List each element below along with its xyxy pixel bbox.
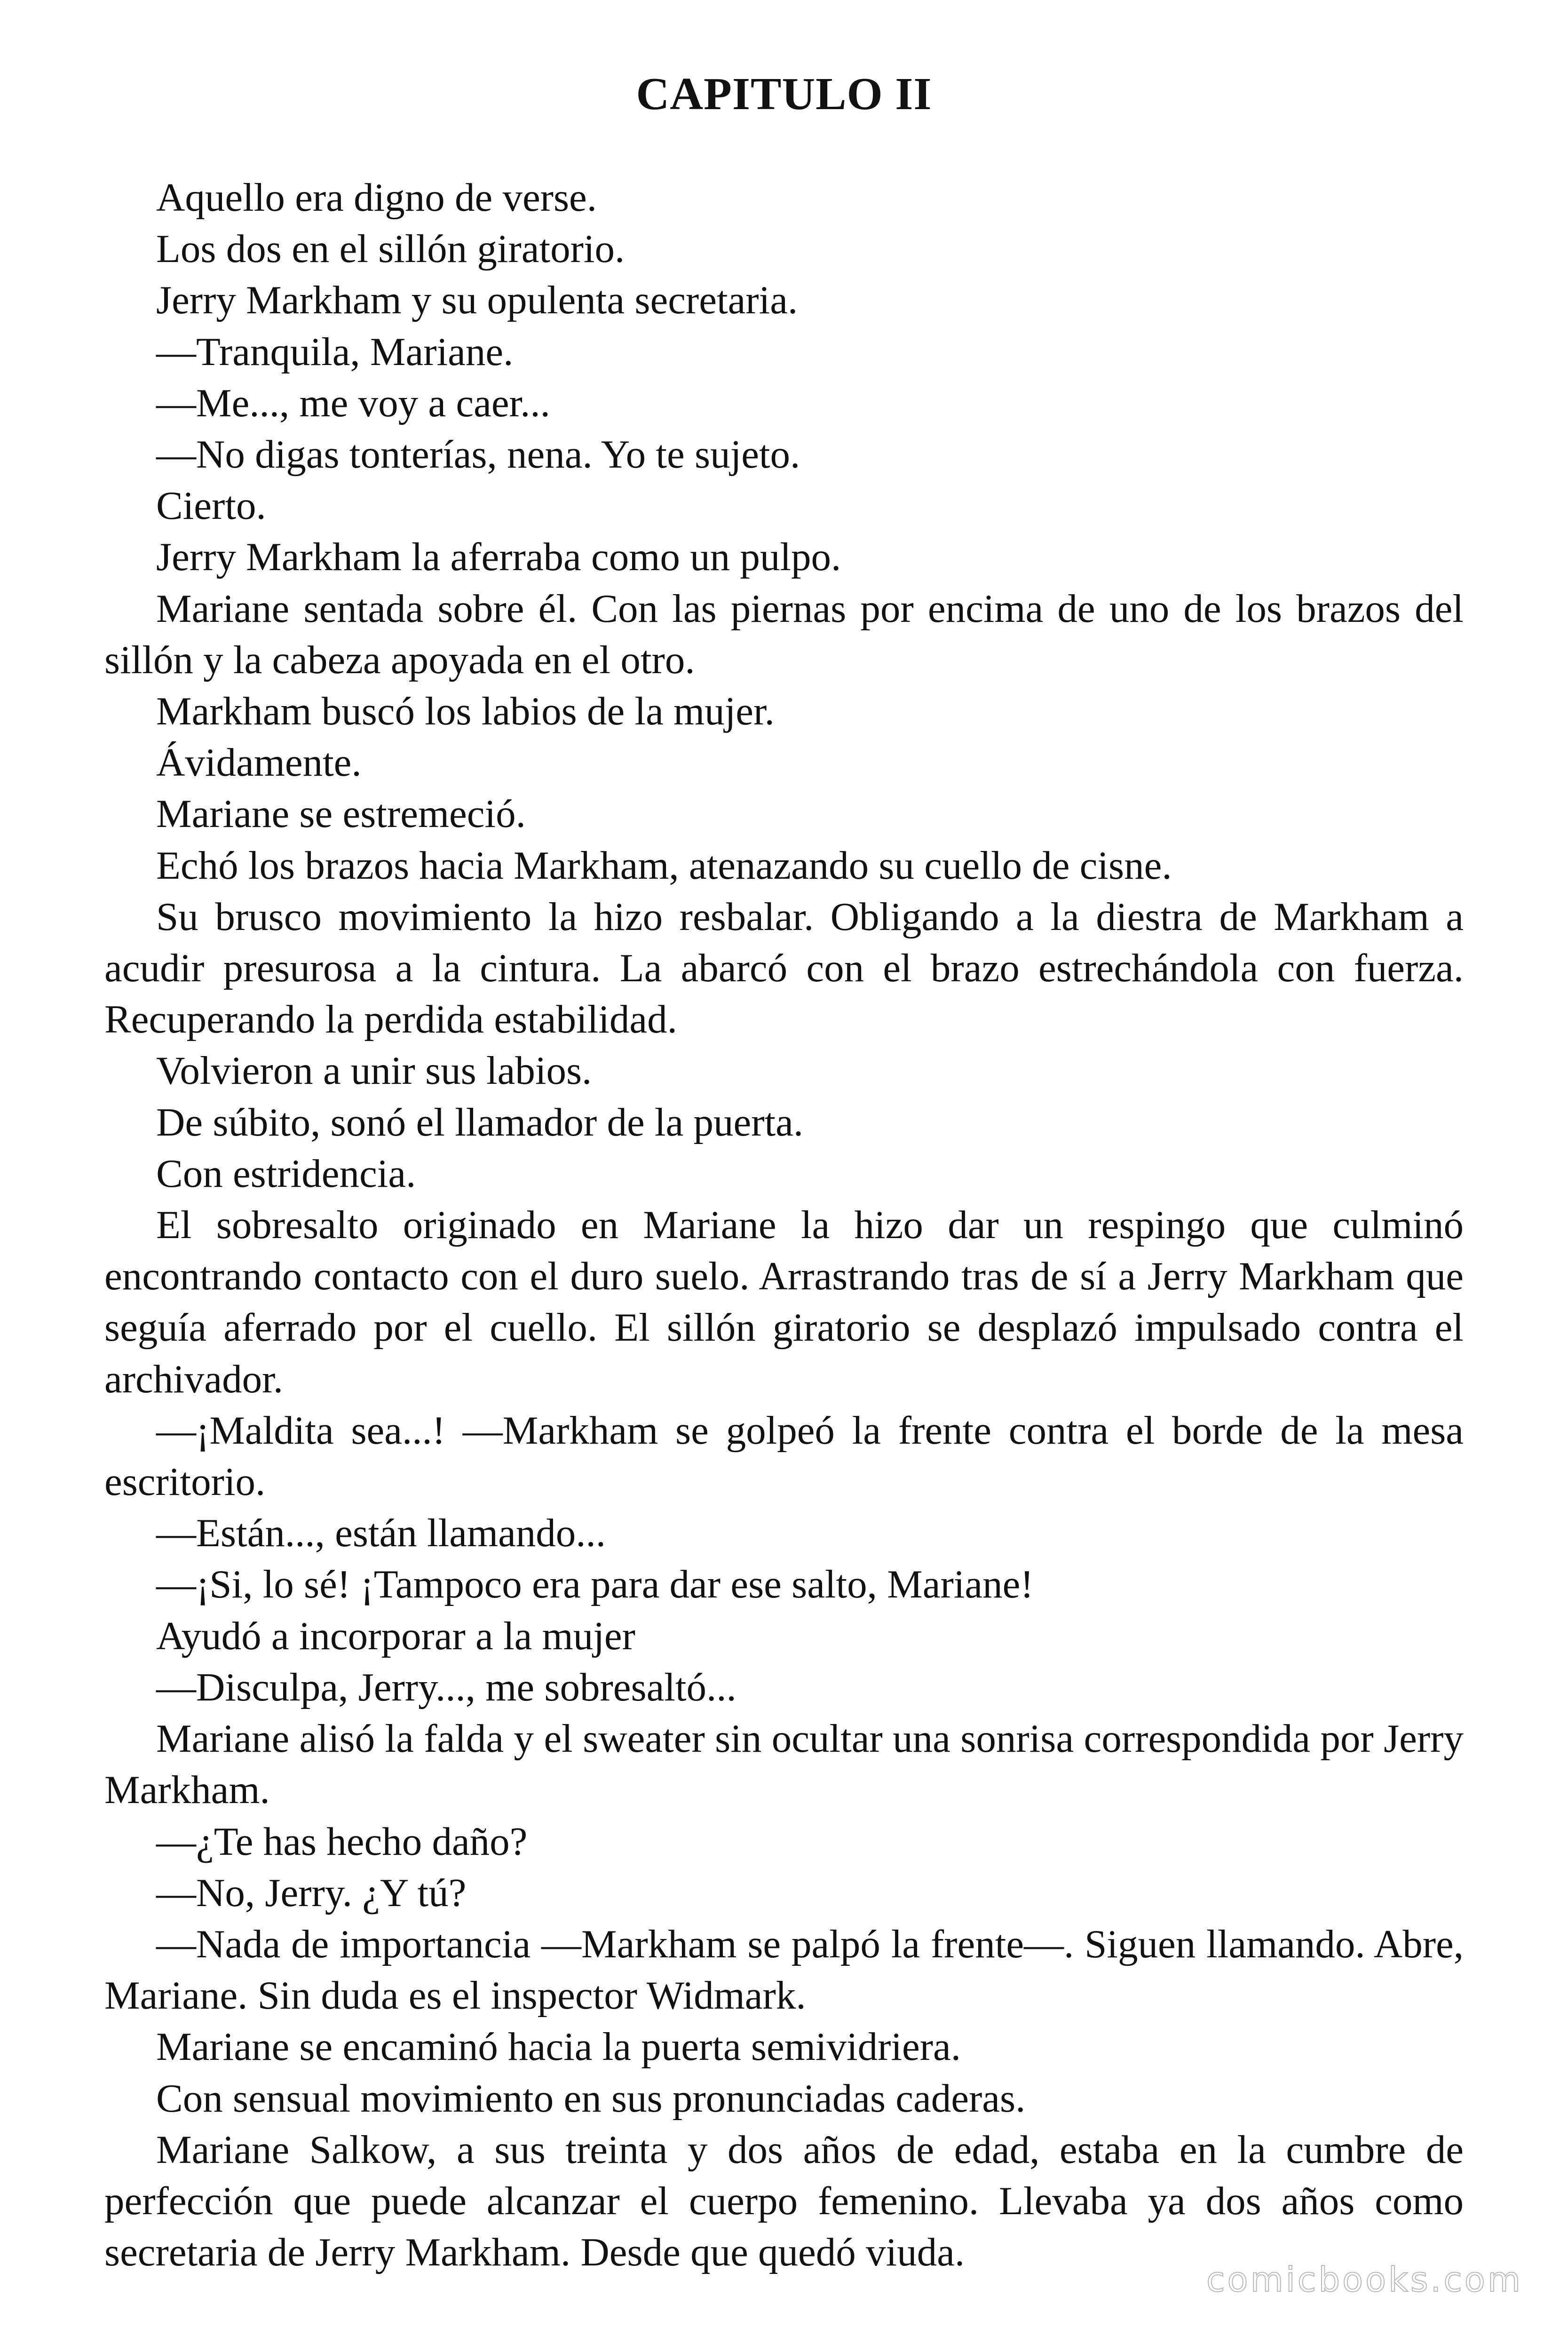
paragraph: Jerry Markham y su opulenta secretaria. [156,278,798,323]
paragraph: —¡Maldita sea...! —Markham se golpeó la frente contra el borde de la mesa escritorio. [104,1408,1464,1504]
paragraph: —Tranquila, Mariane. [156,329,514,374]
watermark: comicbooks.com [1206,2260,1523,2299]
paragraph: —¿Te has hecho daño? [156,1819,528,1864]
paragraph: Mariane se estremeció. [156,792,526,836]
paragraph: Mariane sentada sobre él. Con las piernas por encima de uno de los brazos del sillón y la cabeza apoyada en el otro. [104,586,1464,682]
paragraph: Ávidamente. [156,740,362,785]
paragraph: —Están..., están llamando... [156,1511,606,1556]
paragraph: —Nada de importancia —Markham se palpó la frente—. Siguen llamando. Abre, Mariane. Sin duda es el inspector Widmark. [104,1922,1464,2018]
paragraph: Mariane alisó la falda y el sweater sin ocultar una sonrisa correspondida por Jerry Markham. [104,1716,1464,1812]
paragraph: Aquello era digno de verse. [156,175,597,220]
book-page [104,61,1464,2278]
paragraph: Cierto. [156,484,266,528]
paragraph: Los dos en el sillón giratorio. [156,227,625,271]
paragraph: —No, Jerry. ¿Y tú? [156,1870,467,1915]
paragraph: —Disculpa, Jerry..., me sobresaltó... [156,1665,736,1709]
paragraph: —No digas tonterías, nena. Yo te sujeto. [156,432,800,477]
paragraph: De súbito, sonó el llamador de la puerta. [156,1100,804,1144]
chapter-title: CAPITULO II [636,69,932,119]
paragraph: —Me..., me voy a caer... [156,381,550,425]
paragraph: Mariane se encaminó hacia la puerta semividriera. [156,2025,961,2069]
paragraph: Mariane Salkow, a sus treinta y dos años de edad, estaba en la cumbre de perfección que puede alcanzar el cuerpo femenino. Llevaba ya dos años como secretaria de Jerry Markham. Desde que quedó viuda. [104,2127,1464,2275]
paragraph: Volvieron a unir sus labios. [156,1049,592,1093]
paragraph: Con estridencia. [156,1151,416,1196]
paragraph: —¡Si, lo sé! ¡Tampoco era para dar ese salto, Mariane! [156,1562,1034,1607]
paragraph: Markham buscó los labios de la mujer. [156,689,775,734]
paragraph: Su brusco movimiento la hizo resbalar. Obligando a la diestra de Markham a acudir presurosa a la cintura. La abarcó con el brazo estrechándola con fuerza. Recuperando la perdida estabilidad. [104,894,1464,1042]
body-text [104,172,1464,2278]
paragraph: Ayudó a incorporar a la mujer [156,1613,635,1658]
paragraph: Jerry Markham la aferraba como un pulpo. [156,535,841,580]
paragraph: El sobresalto originado en Mariane la hizo dar un respingo que culminó encontrando contacto con el duro suelo. Arrastrando tras de sí a Jerry Markham que seguía aferrado por el cuello. El sillón giratorio se desplazó impulsado contra el archivador. [104,1203,1464,1401]
paragraph: Echó los brazos hacia Markham, atenazando su cuello de cisne. [156,843,1172,888]
paragraph: Con sensual movimiento en sus pronunciadas caderas. [156,2076,1026,2121]
